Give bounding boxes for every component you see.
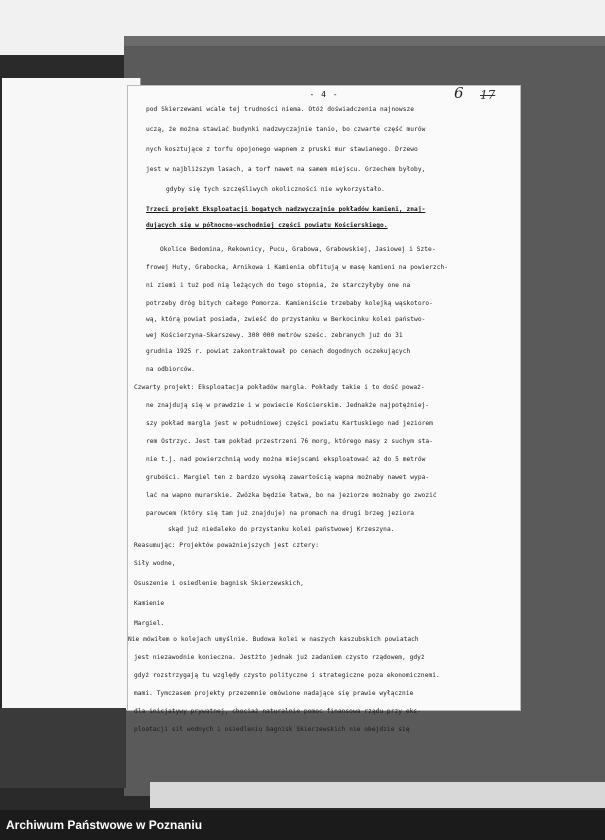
text-line: pod Skierzewami wcale tej trudności niema. Otóż doświadczenia najnowsze [146,106,415,113]
text-line: Osuszenie i osiedlenie bagnisk Skierzewskich, [134,580,304,587]
text-line: Kamienie [134,600,165,607]
text-line: jest niezawodnie konieczna. Jestżto jednak już zadaniem czysto rządowem, gdyż [134,654,425,661]
scan-dark-corner [0,708,126,788]
scan-bottom-strip [150,782,605,808]
text-line: grubości. Margiel ten z bardzo wysoką zawartością wapna możnaby nawet wypa- [146,474,430,481]
text-line: Siły wodne, [134,560,176,567]
text-line: mami. Tymczasem projekty przezemnie omówione nadające się prawie wyłącznie [134,690,414,697]
text-line: szy pokład margla jest w południowej części powiatu Kartuskiego nad jeziorem [146,420,433,427]
text-line: wej Kościerzyna-Skarszewy. 300 000 metrów sześc. zebranych już do 31 [146,332,403,339]
text-line: ne znajdują się w prawdzie i w powiecie Kościerskim. Jednakże najpotężniej- [146,402,430,409]
text-line: wą, którą powiat posiada, zwieść do przystanku w Berkocinku kolei państwo- [146,316,426,323]
text-line: Czwarty projekt: Eksploatacja pokładów margla. Pokłady takie i to dość poważ- [134,384,425,391]
text-line: na odbiorców. [146,366,196,373]
mounting-board-edge [124,36,605,46]
text-line: gdyby się tych szczęśliwych okoliczności nie wykorzystało. [166,186,385,193]
text-line: Nie mówiłem o kolejach umyślnie. Budowa kolei w naszych kaszubskich powiatach [128,636,419,643]
text-line: jest w najbliższym lasach, a torf nawet na samem miejscu. Grzechem byłoby, [146,166,426,173]
adjacent-blank-sheet [2,78,140,710]
page-number: - 4 - [309,90,339,99]
archive-folio-number: 6 [454,84,464,102]
text-line: ni ziemi i tuż pod nią leżących do tego stopnia, że starczyłyby one na [146,282,411,289]
text-line: lać na wapno murarskie. Zwózka będzie łatwa, bo na jeziorze możnaby go zwozić [146,492,437,499]
text-line: frowej Huty, Grabocka, Arnikowa i Kamienia obfitują w masę kamieni na powierzch- [146,264,449,271]
text-line: nie t.j. nad powierzchnią wody można miejscami eksploatować aż do 5 metrów [146,456,426,463]
text-line: dla inicjatywy prywatnej, chociaż naturalnie pomoc finansowa rządu przy eks- [134,708,421,715]
text-line: ploatacji sił wodnych i osiedleniu bagnisk Skierzewskich nie obejdzie się [134,726,410,733]
text-line: nych kosztujące z torfu opojonego wapnem z pruski mur stawianego. Drzewo [146,146,418,153]
archive-caption-bar [0,810,605,840]
text-line: uczą, że można stawiać budynki nadzwyczajnie tanio, bo czwarte część murów [146,126,426,133]
text-line: rem Ostrzyc. Jest tam pokład przestrzeni 76 morg, którego masy z suchym sta- [146,438,433,445]
text-line: dujących się w północno-wschodniej części powiatu Kościerskiego. [146,222,388,229]
text-line: parowcem (który się tam już znajduje) na promach na drugi brzeg jeziora [146,510,415,517]
text-line: Margiel. [134,620,165,627]
archive-caption: Archiwum Państwowe w Poznaniu [6,818,203,832]
text-line: Trzeci projekt Eksploatacji bogatych nadzwyczajnie pokładów kamieni, znaj- [146,206,426,213]
text-line: Okolice Bedomina, Rekownicy, Pucu, Grabowa, Grabowskiej, Jasiowej i Szte- [160,246,436,253]
typewritten-page [128,84,520,733]
archive-folio-number-crossed: 17 [480,88,496,102]
text-line: Reasumując: Projektów poważniejszych jest cztery: [134,542,319,549]
text-line: potrzeby dróg bitych całego Pomorza. Kamieniście trzebaby kolejką wąskotoro- [146,300,433,307]
text-line: gdyż rozstrzygają tu względy czysto polityczne i strategiczne poza ekonomicznemi. [134,672,440,679]
text-line: skąd już niedaleko do przystanku kolei państwowej Krzeszyna. [168,526,395,533]
text-line: grudnia 1925 r. powiat zakontraktował po cenach dogodnych oczekujących [146,348,411,355]
